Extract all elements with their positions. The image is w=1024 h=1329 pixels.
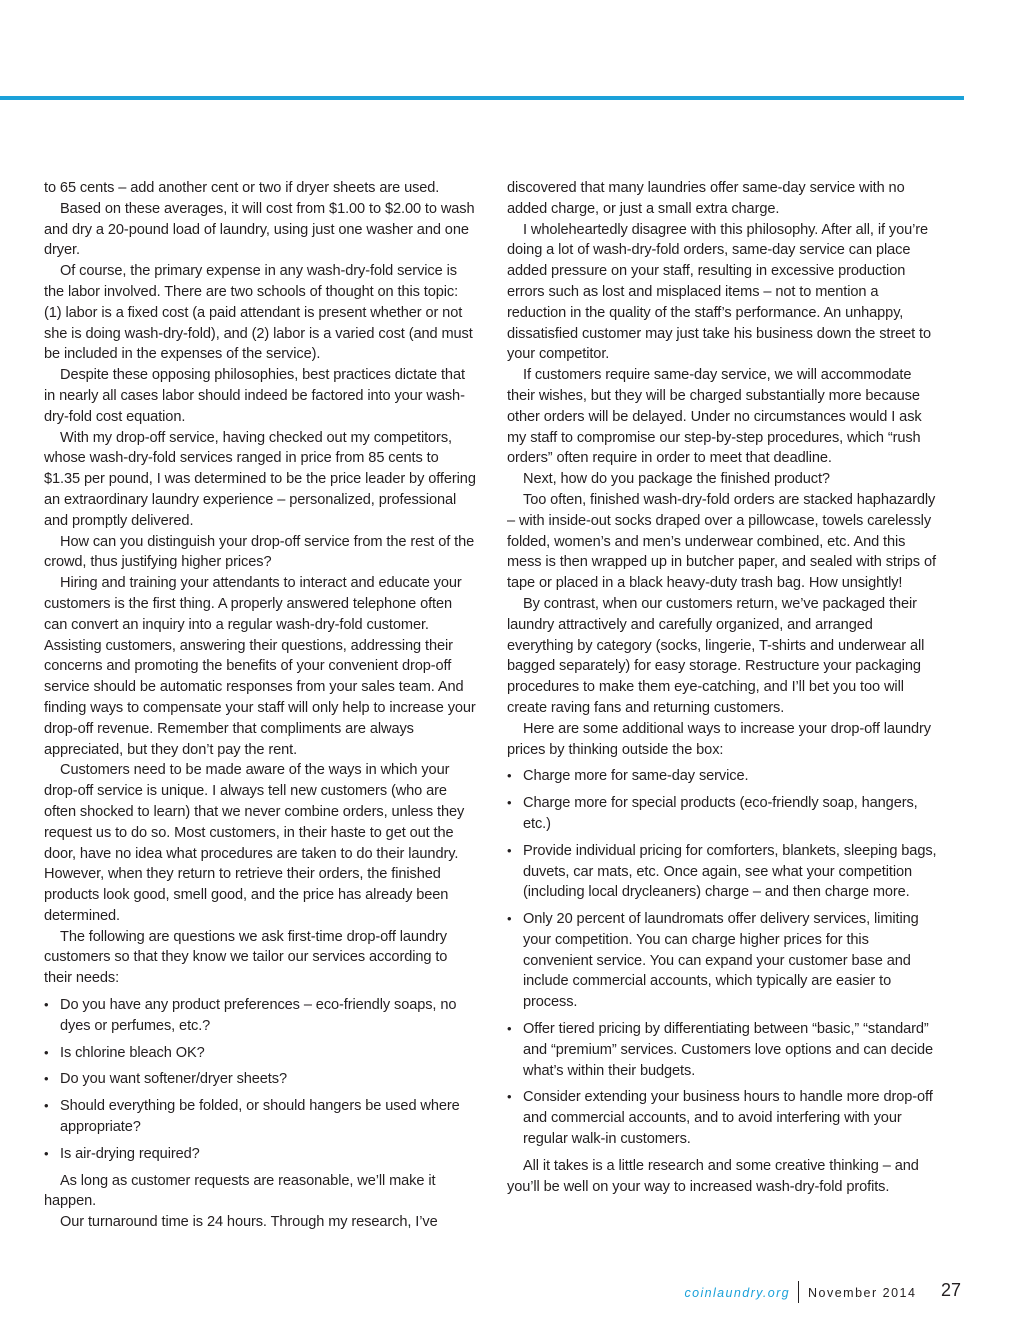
- footer-issue-date: November 2014: [808, 1286, 917, 1300]
- list-item: • Do you have any product preferences – eco-friendly soaps, no dyes or perfumes, etc.?: [44, 997, 457, 1034]
- list-item: • Charge more for same-day service.: [507, 766, 939, 787]
- header-rule: [0, 96, 964, 100]
- paragraph: Too often, finished wash-dry-fold orders are stacked haphazardly – with inside-out socks draped over a pillowcase, towels carelessly folded, women’s and men’s underwear combined, etc. And this mess is then wrapped up in butcher paper, and sealed with strips of tape or placed in a black heavy-duty trash bag. How unsightly!: [507, 491, 936, 592]
- list-item: • Should everything be folded, or should hangers be used where appropriate?: [44, 1098, 460, 1136]
- list-item: • Consider extending your business hours to handle more drop-off and commercial accounts, and to avoid interfering with your regular walk-in customers.: [507, 1089, 933, 1148]
- footer-site-link[interactable]: coinlaundry.org: [684, 1286, 790, 1300]
- bullet-icon: •: [507, 1089, 512, 1105]
- pricing-ideas-list: [507, 766, 939, 1150]
- bullet-icon: •: [44, 1098, 49, 1114]
- list-item: • Do you want softener/dryer sheets?: [44, 1069, 476, 1090]
- page-footer: [0, 1281, 1024, 1305]
- paragraph: Based on these averages, it will cost from $1.00 to $2.00 to wash and dry a 20-pound load of laundry, using just one washer and one dryer.: [44, 200, 475, 259]
- bullet-icon: •: [507, 795, 512, 811]
- paragraph: The following are questions we ask first-time drop-off laundry customers so that they know we tailor our services according to their needs:: [44, 928, 448, 987]
- footer-separator: [798, 1281, 799, 1303]
- paragraph: Here are some additional ways to increase your drop-off laundry prices by thinking outside the box:: [507, 720, 931, 758]
- paragraph: Our turnaround time is 24 hours. Through my research, I’ve: [60, 1214, 438, 1231]
- paragraph: Next, how do you package the finished product?: [523, 471, 830, 488]
- list-item: • Is chlorine bleach OK?: [44, 1043, 476, 1064]
- article-column-left: [44, 178, 476, 1233]
- list-item: • Is air-drying required?: [44, 1144, 476, 1165]
- bullet-icon: •: [507, 842, 512, 858]
- paragraph: Despite these opposing philosophies, best practices dictate that in nearly all cases labor should indeed be factored into your wash-dry-fold cost equation.: [44, 367, 465, 425]
- paragraph: Of course, the primary expense in any wash-dry-fold service is the labor involved. There are two schools of thought on this topic: (1) labor is a fixed cost (a paid attendant is present whether or not she is doing wash-dry-fold), and (2) labor is a varied cost (and must be included in the expenses of the service).: [44, 263, 473, 363]
- list-item: • Charge more for special products (eco-friendly soap, hangers, etc.): [507, 795, 918, 832]
- list-item: • Only 20 percent of laundromats offer delivery services, limiting your competition. You can charge higher prices for this convenient service. You can expand your customer base and include commercial accounts, which typically are easier to process.: [507, 911, 919, 1011]
- list-item: • Provide individual pricing for comforters, blankets, sleeping bags, duvets, car mats, etc. Once again, see what your competition (including local drycleaners) charge – and then charge more.: [507, 842, 937, 901]
- paragraph: As long as customer requests are reasonable, we’ll make it happen.: [44, 1172, 436, 1210]
- list-item: • Offer tiered pricing by differentiating between “basic,” “standard” and “premium” services. Customers love options and can decide what’s within their budgets.: [507, 1021, 934, 1079]
- paragraph: With my drop-off service, having checked out my competitors, whose wash-dry-fold services ranged in price from 85 cents to $1.35 per pound, I was determined to be the price leader by offering an extraordinary laundry experience – personalized, professional and promptly delivered.: [44, 429, 476, 529]
- paragraph: How can you distinguish your drop-off service from the rest of the crowd, thus justifying higher prices?: [44, 533, 475, 571]
- paragraph: By contrast, when our customers return, we’ve packaged their laundry attractively and carefully organized, and arranged everything by category (socks, lingerie, T-shirts and underwear all bagged separately) for easy storage. Restructure your packaging procedures to make them eye-catching, and I’ll bet you too will create raving fans and returning customers.: [507, 595, 925, 716]
- bullet-icon: •: [507, 1021, 512, 1037]
- bullet-icon: •: [44, 1071, 49, 1087]
- bullet-icon: •: [44, 997, 49, 1013]
- paragraph: discovered that many laundries offer same-day service with no added charge, or just a small extra charge.: [507, 180, 905, 217]
- paragraph: Hiring and training your attendants to interact and educate your customers is the first thing. A properly answered telephone often can convert an inquiry into a regular wash-dry-fold customer. Assisting customers, answering their questions, addressing their concerns and promoting the benefits of your convenient drop-off service should be automatic responses from your sales team. And finding ways to compensate your staff will only help to increase your drop-off revenue. Remember that compliments are always appreciated, but they don’t pay the rent.: [44, 575, 476, 758]
- article-column-right: [507, 178, 939, 1197]
- paragraph: I wholeheartedly disagree with this philosophy. After all, if you’re doing a lot of wash-dry-fold orders, same-day service can place added pressure on your staff, resulting in excessive production errors such as lost and misplaced items – not to mention a reduction in the quality of the staff’s performance. An unhappy, dissatisfied customer may just take his business down the street to your competitor.: [507, 221, 932, 363]
- paragraph: to 65 cents – add another cent or two if dryer sheets are used.: [44, 180, 440, 196]
- bullet-icon: •: [44, 1145, 49, 1161]
- bullet-icon: •: [44, 1044, 49, 1060]
- paragraph: All it takes is a little research and some creative thinking – and you’ll be well on your way to increased wash-dry-fold profits.: [507, 1157, 919, 1195]
- paragraph: If customers require same-day service, we will accommodate their wishes, but they will be charged substantially more because other orders will be delayed. Under no circumstances would I ask my staff to compromise our step-by-step procedures, which “rush orders” often require in order to meet that deadline.: [507, 367, 922, 467]
- bullet-icon: •: [507, 911, 512, 927]
- page-number: 27: [941, 1280, 962, 1300]
- question-list: [44, 995, 476, 1165]
- paragraph: Customers need to be made aware of the ways in which your drop-off service is unique. I always tell new customers (who are often shocked to learn) that we never combine orders, unless they request us to do so. Most customers, in their haste to get out the door, have no idea what procedures are taken to do their laundry. However, when they return to retrieve their orders, the finished products look good, smell good, and the price has already been determined.: [44, 762, 465, 924]
- bullet-icon: •: [507, 768, 512, 784]
